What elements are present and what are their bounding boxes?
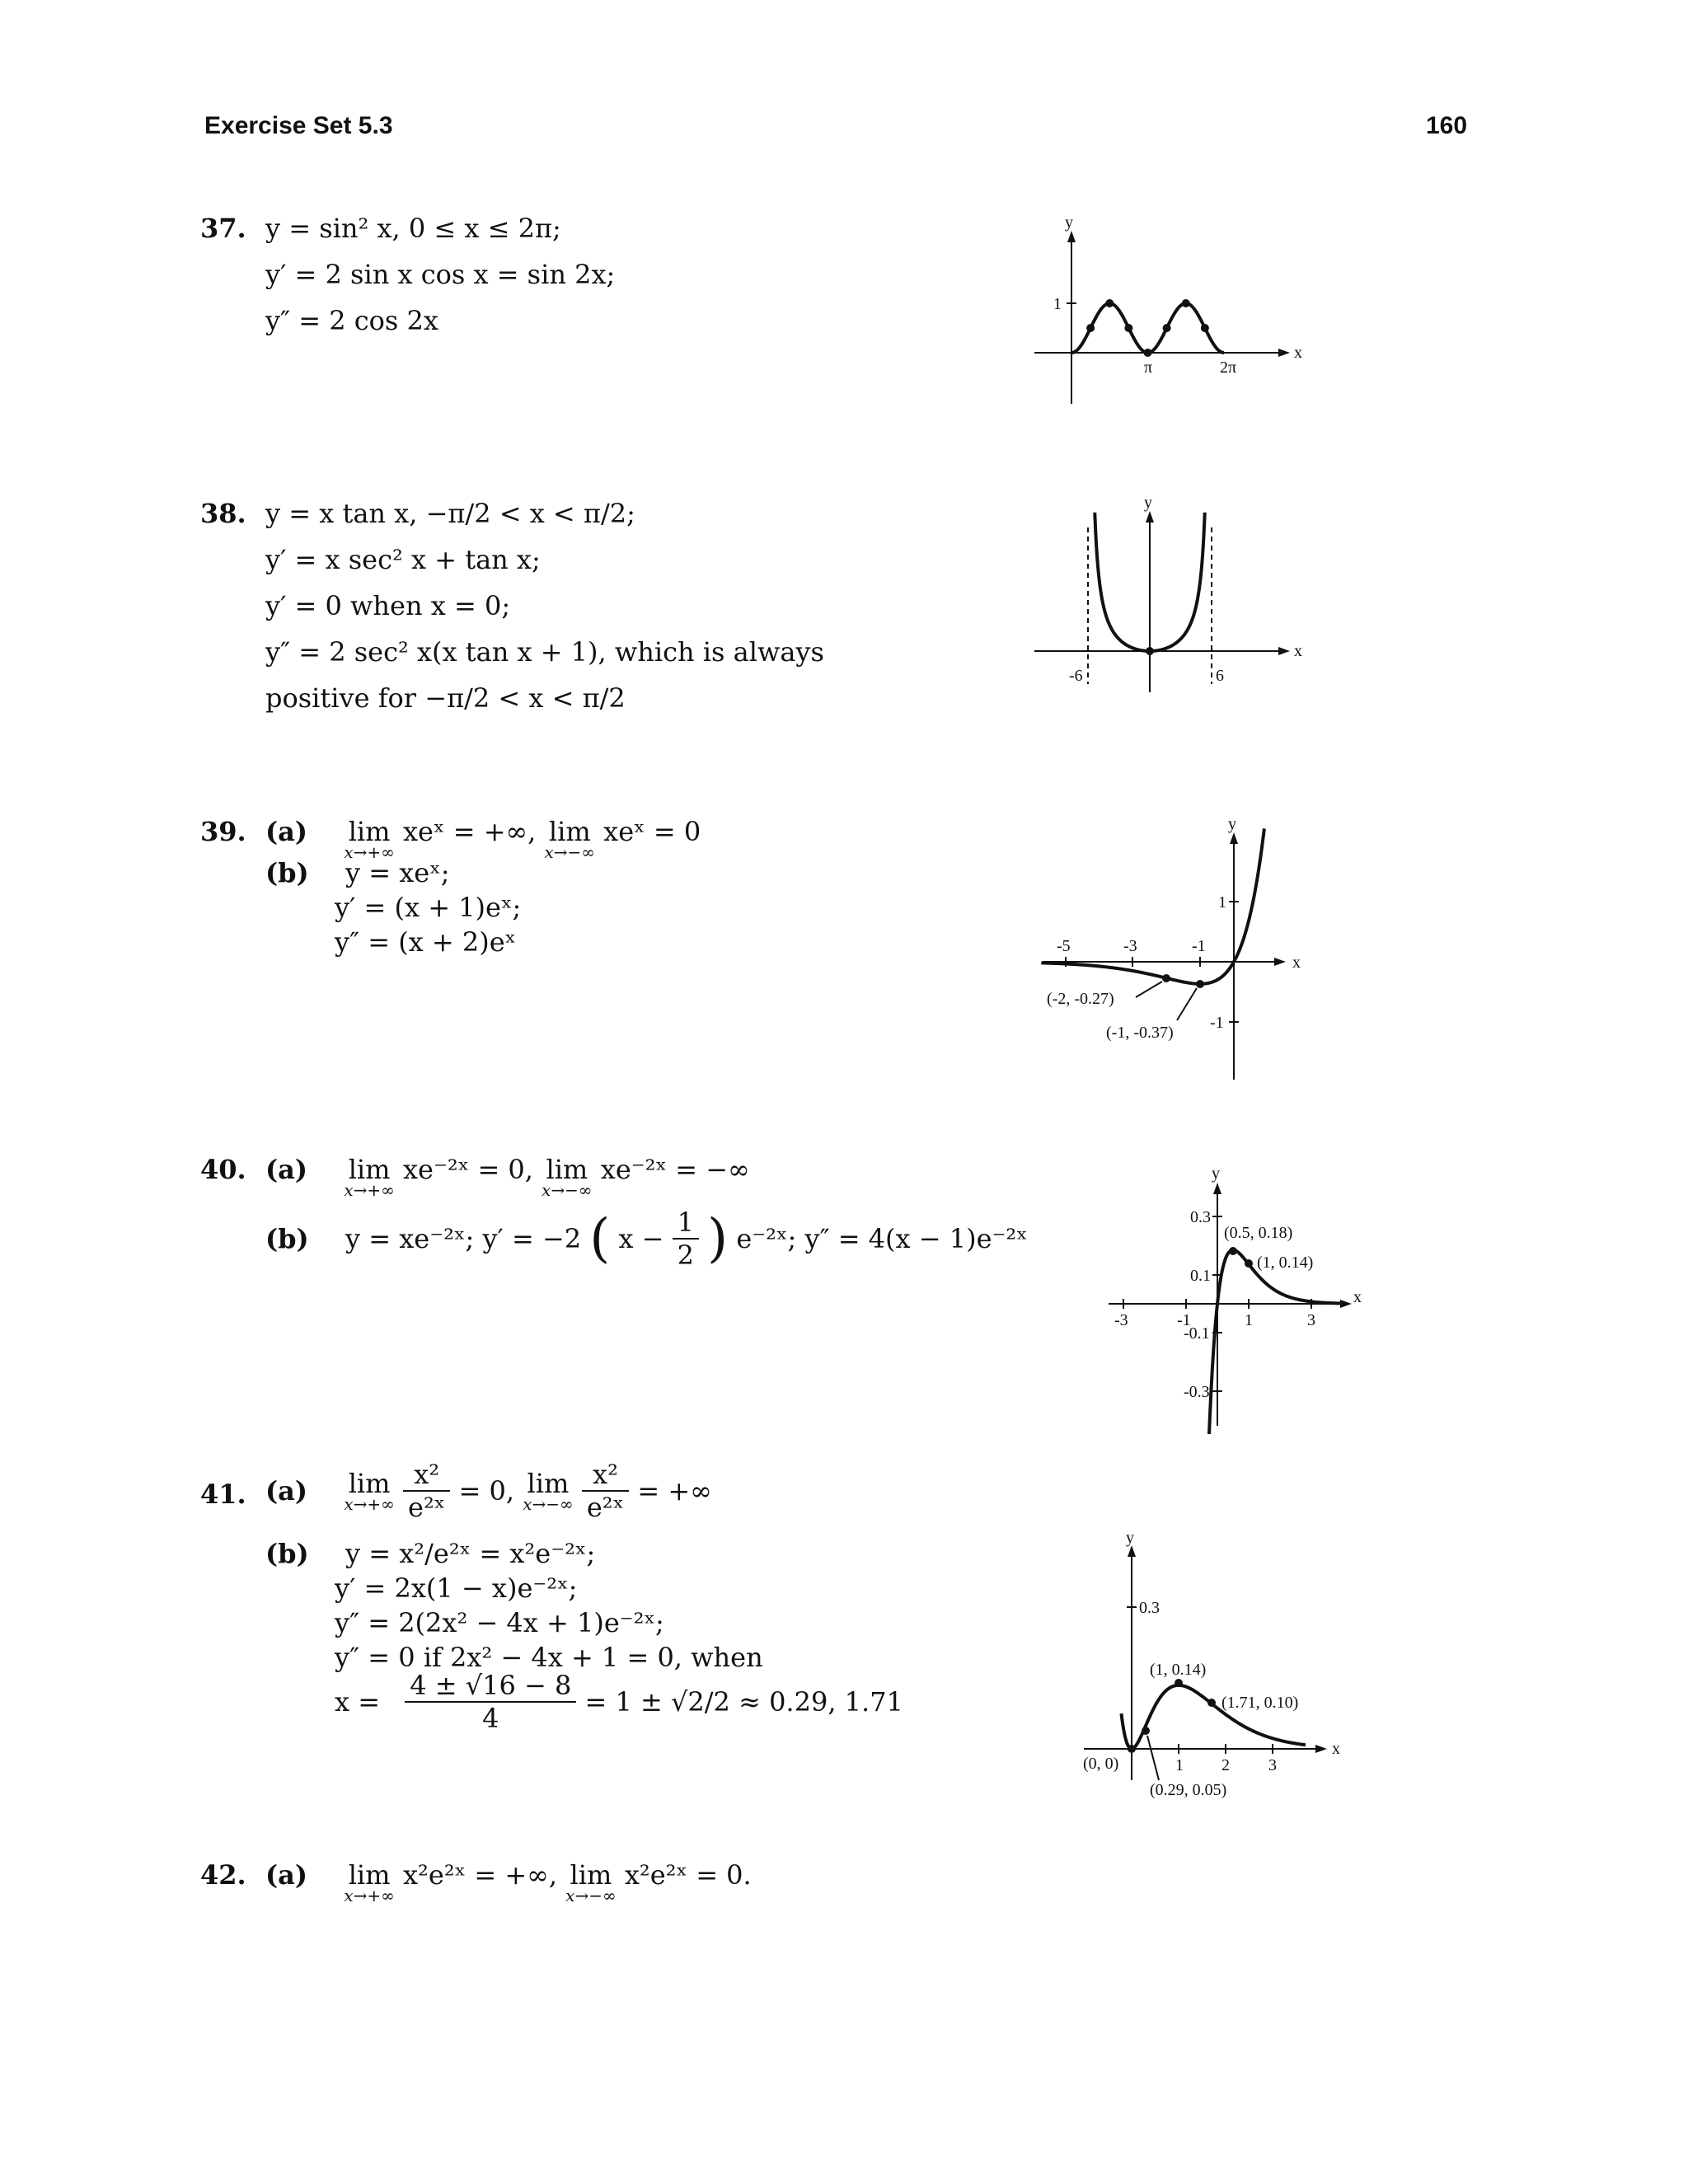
limit <box>542 1154 592 1200</box>
problem-number: 38. <box>200 498 246 529</box>
lim-subscript: x→−∞ <box>523 1494 574 1514</box>
equation-line: y′ = (x + 1)eˣ; <box>335 892 522 923</box>
inflection-point <box>1142 1727 1150 1735</box>
fraction <box>403 1459 450 1523</box>
x-tick-label: -6 <box>1069 667 1083 685</box>
limit <box>344 1154 394 1200</box>
equation-line: y″ = 0 if 2x² − 4x + 1 = 0, when <box>335 1642 763 1673</box>
limit <box>344 1859 394 1905</box>
critical-point <box>1144 349 1152 357</box>
critical-point <box>1124 324 1132 332</box>
y-tick-label: 1 <box>1053 295 1062 313</box>
y-tick-label: 0.1 <box>1190 1267 1211 1285</box>
part-label: (a) <box>265 1154 308 1185</box>
y-tick-label: -1 <box>1210 1014 1224 1032</box>
part-b <box>265 1207 1028 1271</box>
x-tick-label: -1 <box>1192 937 1206 955</box>
x-label: x <box>1353 1288 1362 1306</box>
critical-point <box>1182 299 1190 307</box>
lim-subscript: x→+∞ <box>344 1494 395 1514</box>
numerator: 1 <box>673 1207 699 1240</box>
critical-point <box>1105 299 1114 307</box>
expression: y = xe⁻²ˣ; y′ = −2 <box>345 1223 582 1254</box>
lim-subscript: x→−∞ <box>565 1886 617 1905</box>
inflection-point <box>1162 974 1170 982</box>
equation-line: y′ = 2x(1 − x)e⁻²ˣ; <box>335 1572 578 1604</box>
lim-subscript: x→−∞ <box>544 842 595 862</box>
y-tick-label: 0.3 <box>1139 1599 1160 1617</box>
minimum-point <box>1196 980 1204 988</box>
maximum-point <box>1229 1247 1237 1255</box>
lim-subscript: x→+∞ <box>344 842 395 862</box>
y-arrow-icon <box>1146 511 1154 523</box>
critical-points <box>1086 299 1209 357</box>
x-arrow-icon <box>1278 349 1290 357</box>
problem-number: 42. <box>200 1859 246 1891</box>
point-label: (1.71, 0.10) <box>1221 1694 1299 1712</box>
x-tick-label: π <box>1144 359 1153 377</box>
part-label: (a) <box>265 816 308 847</box>
point-label: (-1, -0.37) <box>1106 1024 1174 1042</box>
expression: x = <box>335 1686 381 1718</box>
graph-40 <box>1104 1162 1368 1434</box>
point-label: (-2, -0.27) <box>1047 990 1114 1008</box>
y-label: y <box>1126 1533 1134 1547</box>
lim-word: lim <box>348 1154 391 1185</box>
y-label: y <box>1228 816 1236 833</box>
expression: xe⁻²ˣ = −∞ <box>600 1154 750 1185</box>
problem-number: 39. <box>200 816 246 847</box>
critical-point <box>1163 324 1171 332</box>
expression: x²e²ˣ = +∞, <box>403 1859 557 1891</box>
graph-38 <box>1022 494 1302 709</box>
expression: = 1 ± √2/2 ≈ 0.29, 1.71 <box>584 1686 903 1718</box>
x-tick-label: -3 <box>1123 937 1137 955</box>
point-label: (1, 0.14) <box>1257 1254 1314 1272</box>
x-arrow-icon <box>1274 958 1286 966</box>
denominator: e²ˣ <box>408 1492 446 1523</box>
paren: ) <box>707 1208 729 1269</box>
x-tick-label: -3 <box>1114 1311 1128 1329</box>
limit <box>565 1859 616 1905</box>
y-tick-label: 1 <box>1218 893 1226 912</box>
point-label: (0.5, 0.18) <box>1224 1224 1293 1242</box>
x-label: x <box>1292 954 1301 972</box>
equation-line: positive for −π/2 < x < π/2 <box>265 682 626 714</box>
x-arrow-icon <box>1340 1300 1352 1308</box>
problem-number: 41. <box>200 1479 246 1510</box>
equation-line: y″ = (x + 2)eˣ <box>335 926 517 958</box>
equation-line: y = xeˣ; <box>345 857 450 888</box>
y-arrow-icon <box>1067 231 1076 242</box>
numerator: x² <box>582 1459 629 1492</box>
equation-line: y = x tan x, −π/2 < x < π/2; <box>265 498 635 529</box>
paren: ( <box>589 1208 611 1269</box>
part-label: (b) <box>265 1223 309 1254</box>
fraction <box>405 1670 576 1734</box>
point-label: (1, 0.14) <box>1150 1661 1207 1679</box>
pointer-line <box>1147 1736 1159 1780</box>
limit <box>344 1468 394 1514</box>
y-label: y <box>1212 1165 1220 1183</box>
x-tick-label: 1 <box>1175 1756 1184 1774</box>
lim-word: lim <box>548 816 591 847</box>
maximum-point <box>1175 1679 1183 1687</box>
point-label: (0.29, 0.05) <box>1150 1781 1227 1799</box>
denominator: e²ˣ <box>586 1492 625 1523</box>
x-tick-label: 3 <box>1307 1311 1315 1329</box>
x-tick-label: 3 <box>1268 1756 1277 1774</box>
curve <box>1208 1250 1341 1434</box>
fraction <box>673 1207 699 1271</box>
equation-line: y = sin² x, 0 ≤ x ≤ 2π; <box>265 213 561 244</box>
part-a <box>265 1459 712 1523</box>
expression: e⁻²ˣ; y″ = 4(x − 1)e⁻²ˣ <box>736 1223 1028 1254</box>
pointer-line <box>1177 988 1197 1020</box>
equation-line: y″ = 2 cos 2x <box>265 305 438 336</box>
point-label: (0, 0) <box>1083 1755 1119 1773</box>
equation-line: y″ = 2(2x² − 4x + 1)e⁻²ˣ; <box>335 1607 664 1638</box>
lim-subscript: x→−∞ <box>542 1180 593 1200</box>
y-tick-label: 0.3 <box>1190 1208 1211 1226</box>
lim-word: lim <box>348 816 391 847</box>
lim-subscript: x→+∞ <box>344 1886 395 1905</box>
numerator: 4 ± √16 − 8 <box>405 1670 576 1703</box>
x-label: x <box>1294 642 1302 660</box>
expression: x²e²ˣ = 0. <box>624 1859 752 1891</box>
limit <box>344 816 394 862</box>
x-tick-label: 2π <box>1220 359 1237 377</box>
expression: xe⁻²ˣ = 0, <box>403 1154 533 1185</box>
inflection-point <box>1207 1699 1216 1707</box>
inflection-point <box>1245 1259 1253 1268</box>
equation-line: y = x²/e²ˣ = x²e⁻²ˣ; <box>345 1538 596 1569</box>
part-a <box>265 816 701 862</box>
lim-word: lim <box>348 1859 391 1891</box>
part-a <box>265 1154 750 1200</box>
graph-39 <box>1039 816 1302 1088</box>
graph-37 <box>1022 214 1302 412</box>
equation-line: y′ = 2 sin x cos x = sin 2x; <box>265 259 616 290</box>
y-tick-label: -0.1 <box>1184 1324 1210 1343</box>
part-label: (b) <box>265 1538 309 1569</box>
part-label: (b) <box>265 857 309 888</box>
y-label: y <box>1144 494 1152 512</box>
lim-word: lim <box>570 1859 612 1891</box>
lim-subscript: x→+∞ <box>344 1180 395 1200</box>
part-label: (a) <box>265 1475 308 1507</box>
part-label: (a) <box>265 1859 308 1891</box>
problem-number: 37. <box>200 213 246 244</box>
pointer-line <box>1136 982 1162 997</box>
section-title: Exercise Set 5.3 <box>204 112 393 139</box>
curve <box>1041 828 1264 983</box>
critical-point <box>1086 324 1095 332</box>
equation-line: y′ = 0 when x = 0; <box>265 590 511 621</box>
x-arrow-icon <box>1278 647 1290 655</box>
minimum-point <box>1128 1745 1136 1753</box>
expression: xeˣ = +∞, <box>403 816 537 847</box>
equation-line <box>335 1670 903 1734</box>
expression: xeˣ = 0 <box>603 816 701 847</box>
x-arrow-icon <box>1315 1745 1327 1753</box>
equation-line: y″ = 2 sec² x(x tan x + 1), which is always <box>265 636 824 668</box>
critical-point <box>1201 324 1209 332</box>
part-b <box>265 1538 595 1569</box>
part-b <box>265 857 450 888</box>
expression: x − <box>618 1223 664 1254</box>
y-arrow-icon <box>1128 1545 1136 1557</box>
lim-word: lim <box>546 1154 588 1185</box>
limit <box>545 816 595 862</box>
critical-point <box>1146 647 1154 655</box>
equation-line: y′ = x sec² x + tan x; <box>265 544 541 575</box>
y-arrow-icon <box>1230 832 1238 844</box>
lim-word: lim <box>527 1468 570 1499</box>
y-arrow-icon <box>1213 1183 1221 1194</box>
x-tick-label: 6 <box>1216 667 1224 685</box>
x-label: x <box>1332 1740 1340 1758</box>
y-tick-label: -0.3 <box>1184 1383 1210 1401</box>
expression: = +∞ <box>637 1475 712 1507</box>
graph-41 <box>1080 1533 1360 1805</box>
denominator: 4 <box>482 1703 499 1734</box>
lim-word: lim <box>348 1468 391 1499</box>
expression: = 0, <box>458 1475 515 1507</box>
fraction <box>582 1459 629 1523</box>
problem-number: 40. <box>200 1154 246 1185</box>
denominator: 2 <box>677 1240 694 1271</box>
numerator: x² <box>403 1459 450 1492</box>
x-tick-label: -1 <box>1177 1311 1191 1329</box>
x-tick-label: 1 <box>1245 1311 1253 1329</box>
part-a <box>265 1859 752 1905</box>
x-tick-label: -5 <box>1057 937 1071 955</box>
x-label: x <box>1294 344 1302 362</box>
page-number: 160 <box>1426 112 1468 139</box>
limit <box>523 1468 573 1514</box>
y-label: y <box>1065 214 1073 232</box>
x-tick-label: 2 <box>1221 1756 1230 1774</box>
